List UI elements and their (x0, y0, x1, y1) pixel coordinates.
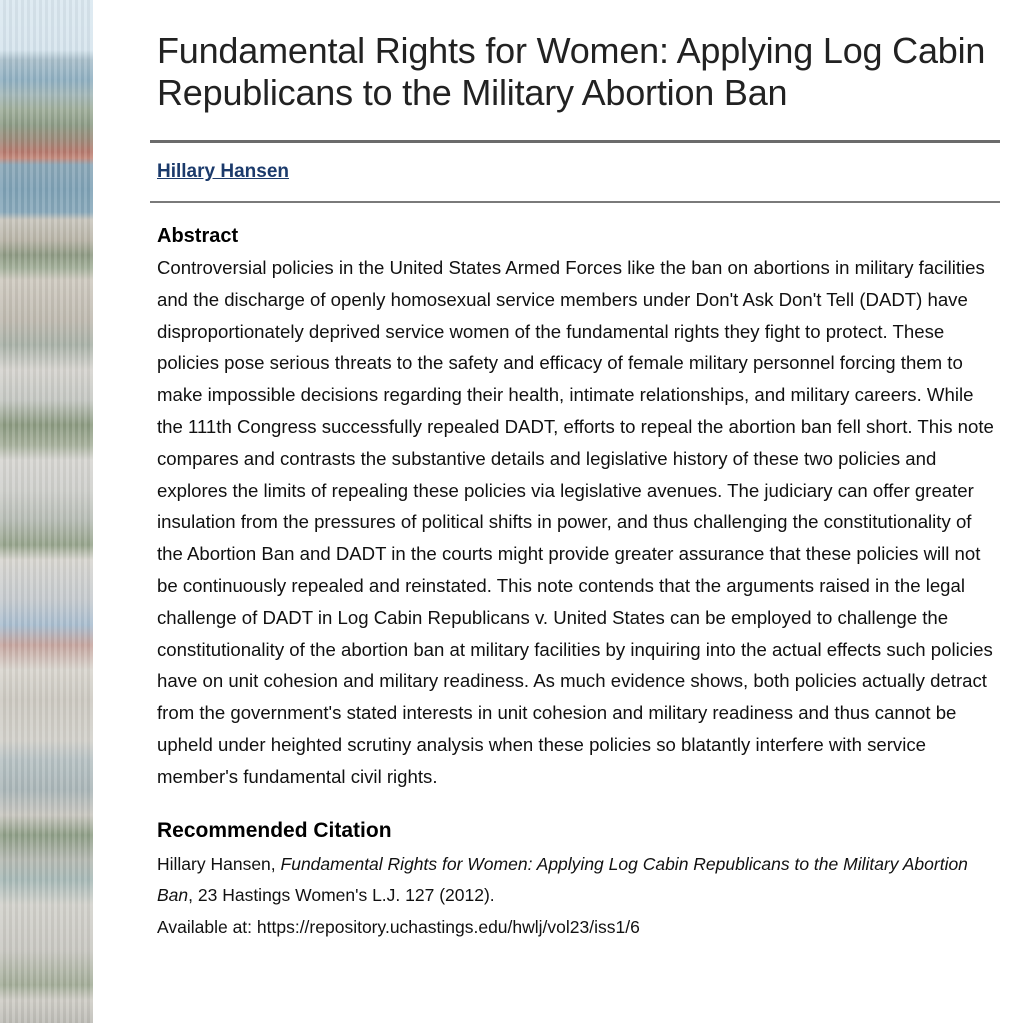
citation-source: , 23 Hastings Women's L.J. 127 (2012). (188, 885, 495, 906)
sidebar-background-image (0, 0, 93, 1023)
citation-heading: Recommended Citation (157, 818, 392, 842)
article-title: Fundamental Rights for Women: Applying Log Cabin Republicans to the Military Abortion Ban (157, 30, 986, 113)
abstract-heading: Abstract (157, 225, 239, 247)
citation-text (157, 849, 997, 944)
article-content (150, 0, 1000, 943)
citation-author: Hillary Hansen, (157, 853, 281, 874)
citation-available-label: Available at: (157, 916, 257, 937)
abstract-text: Controversial policies in the United States Armed Forces like the ban on abortions in military facilities and the discharge of openly homosexual service members under Don't Ask Don't Tell (DADT) have disproportionately deprived service women of the fundamental rights they fight to protect. These policies pose serious threats to the safety and efficacy of female military personnel forcing them to make impossible decisions regarding their health, intimate relationships, and military careers. While the 111th Congress successfully repealed DADT, efforts to repeal the abortion ban fell short. This note compares and contrasts the substantive details and legislative history of these two policies and explores the limits of repealing these policies via legislative avenues. The judiciary can offer greater insulation from the pressures of political shifts in power, and thus challenging the constitutionality of the Abortion Ban and DADT in the courts might provide greater assurance that these policies will not be continuously repealed and reinstated. This note contends that the arguments raised in the legal challenge of DADT in Log Cabin Republicans v. United States can be employed to challenge the constitutionality of the abortion ban at military facilities by inquiring into the actual effects such policies have on unit cohesion and military readiness. As much evidence shows, both policies actually detract from the government's stated interests in unit cohesion and military readiness and thus cannot be upheld under heighted scrutiny analysis when these policies so blatantly interfere with service member's fundamental civil rights. (157, 257, 994, 787)
author-divider (150, 201, 1000, 203)
citation-url[interactable]: https://repository.uchastings.edu/hwlj/vol23/iss1/6 (256, 916, 640, 937)
author-row (150, 143, 1000, 201)
citation-title: Fundamental Rights for Women: Applying Log Cabin Republicans to the Military Abortion Ban (157, 853, 968, 906)
author-link[interactable]: Hillary Hansen (157, 161, 289, 182)
